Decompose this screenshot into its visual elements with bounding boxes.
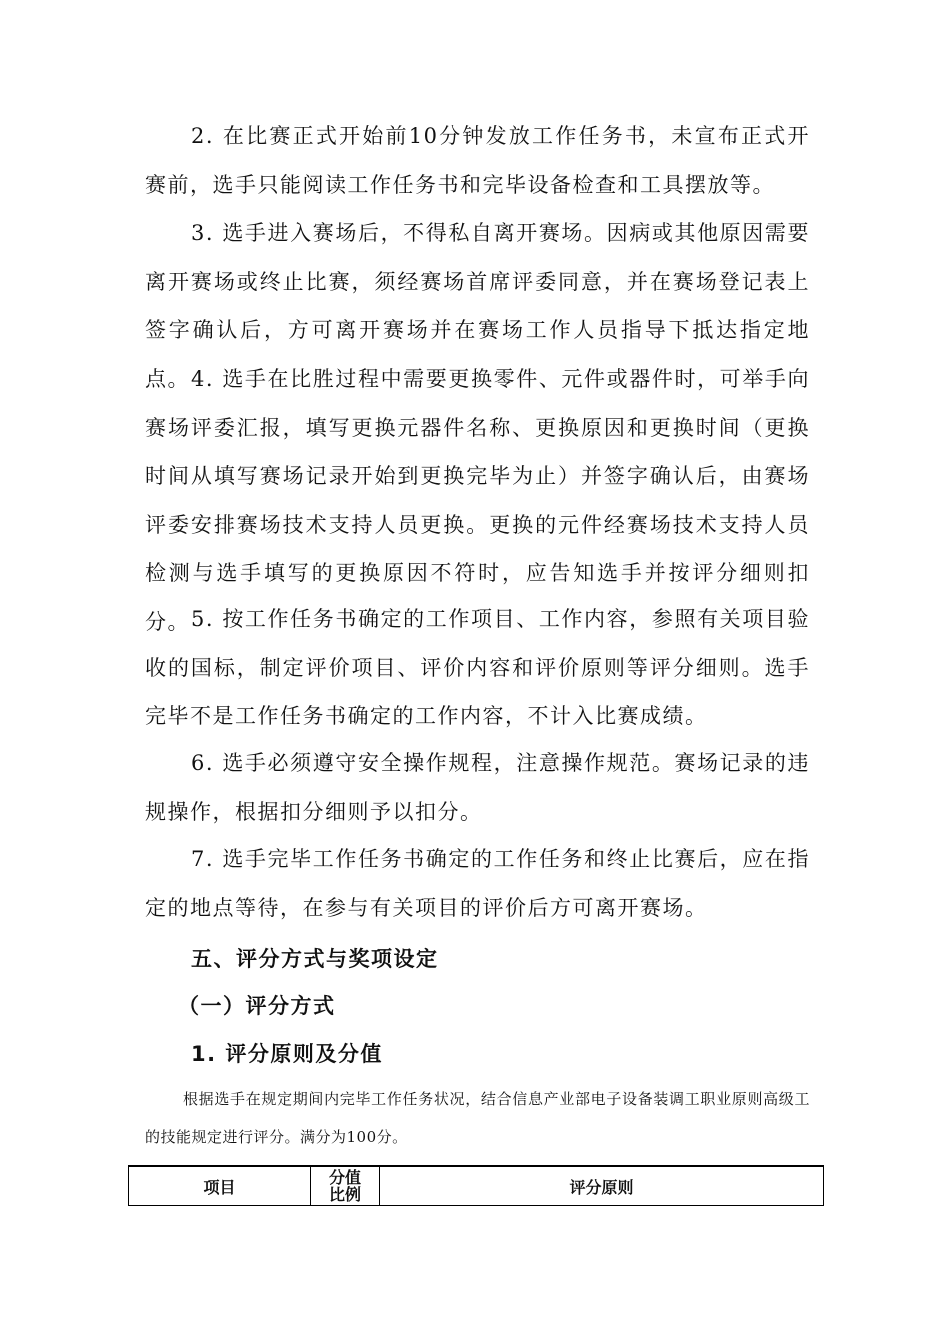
paragraph-4: 4. 选手在比胜过程中需要更换零件、元件或器件时，可举手向赛场评委汇报，填写更换元器件名称、更换原因和更换时间（更换时间从填写赛场记录开始到更换完毕为止）并签字确认后，由赛场评委安排赛场技术支持人员更换。更换的元件经赛场技术支持人员检测与选手填写的更换原因不符时，应告知选手并按评分细则扣分。 <box>145 367 810 634</box>
section-heading: 五、评分方式与奖项设定 <box>191 947 439 971</box>
subsection-heading: （一）评分方式 <box>178 994 336 1018</box>
header-criteria: 评分原则 <box>380 1166 824 1206</box>
paragraph-7: 7. 选手完毕工作任务书确定的工作任务和终止比赛后，应在指定的地点等待，在参与有关项目的评价后方可离开赛场。 <box>145 847 810 920</box>
paragraph-5: 5. 按工作任务书确定的工作项目、工作内容，参照有关项目验收的国标，制定评价项目、评价内容和评价原则等评分细则。选手完毕不是工作任务书确定的工作内容，不计入比赛成绩。 <box>145 607 810 728</box>
paragraph-3: 3. 选手进入赛场后，不得私自离开赛场。因病或其他原因需要离开赛场或终止比赛，须经赛场首席评委同意，并在赛场登记表上签字确认后，方可离开赛场并在赛场工作人员指导下抵达指定地点。 <box>145 221 810 391</box>
item-heading: 1. 评分原则及分值 <box>191 1042 383 1066</box>
scoring-table <box>128 1165 824 1206</box>
paragraph-2: 2. 在比赛正式开始前10分钟发放工作任务书，未宣布正式开赛前，选手只能阅读工作任务书和完毕设备检查和工具摆放等。 <box>145 124 810 197</box>
header-ratio-line1: 分值 <box>328 1168 361 1187</box>
header-item: 项目 <box>129 1166 311 1206</box>
header-ratio <box>311 1166 380 1206</box>
paragraph-6: 6. 选手必须遵守安全操作规程，注意操作规范。赛场记录的违规操作，根据扣分细则予以扣分。 <box>145 751 810 824</box>
table-header-row <box>129 1166 824 1206</box>
scoring-note: 根据选手在规定期间内完毕工作任务状况，结合信息产业部电子设备装调工职业原则高级工的技能规定进行评分。满分为100分。 <box>145 1090 810 1146</box>
header-ratio-line2: 比例 <box>328 1185 361 1204</box>
